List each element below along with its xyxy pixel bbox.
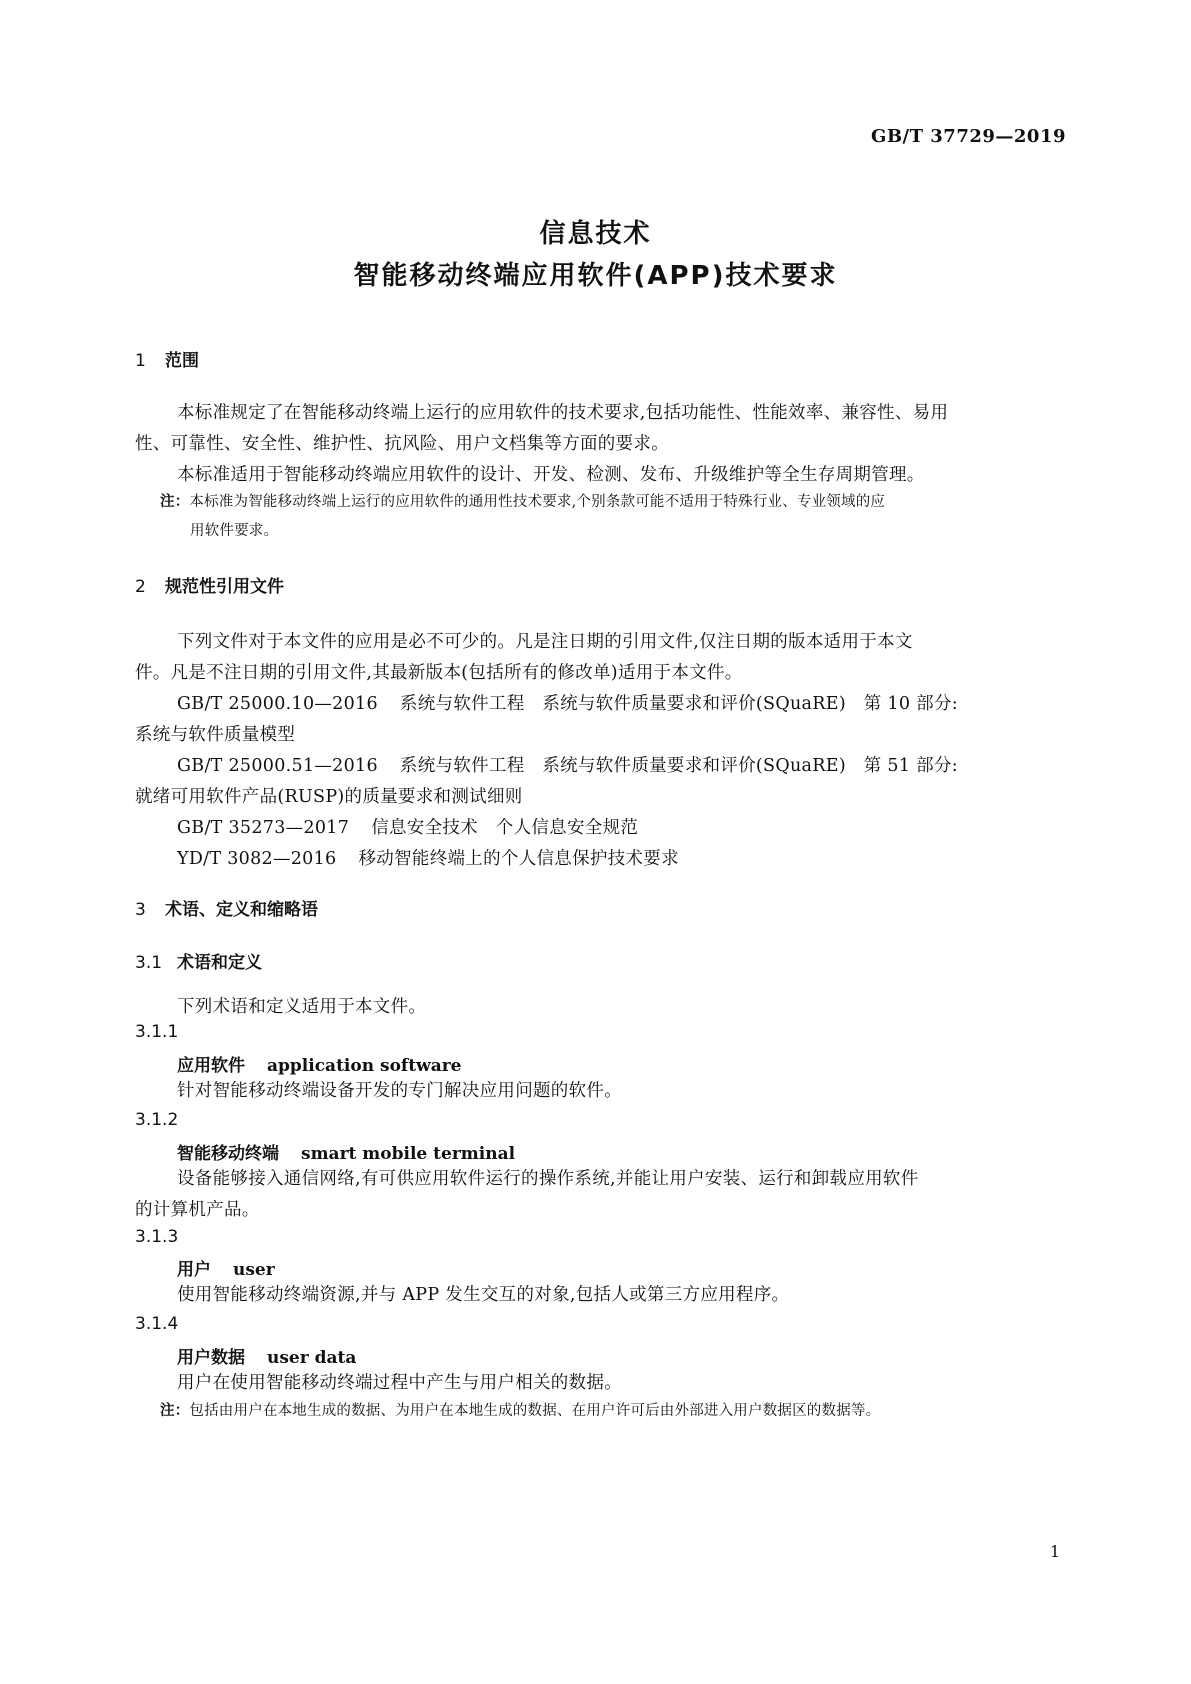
term-definition-continuation: 的计算机产品。 bbox=[135, 1200, 260, 1220]
paragraph: 下列术语和定义适用于本文件。 bbox=[177, 997, 427, 1017]
subsection-3-1-heading bbox=[135, 948, 262, 973]
term-heading bbox=[177, 1139, 515, 1164]
section-3-heading bbox=[135, 895, 318, 920]
note-label: 注： bbox=[160, 1403, 190, 1419]
reference-item bbox=[177, 689, 958, 720]
reference-title: 信息安全技术 个人信息安全规范 bbox=[371, 818, 639, 838]
term-definition: 针对智能移动终端设备开发的专门解决应用问题的软件。 bbox=[177, 1081, 622, 1101]
term-definition: 使用智能移动终端资源,并与 APP 发生交互的对象,包括人或第三方应用程序。 bbox=[177, 1285, 790, 1305]
note-label: 注： bbox=[160, 494, 190, 510]
term-heading bbox=[177, 1343, 356, 1368]
paragraph-continuation: 性、可靠性、安全性、维护性、抗风险、用户文档集等方面的要求。 bbox=[135, 434, 669, 454]
section-2-heading bbox=[135, 572, 284, 597]
reference-title: 移动智能终端上的个人信息保护技术要求 bbox=[358, 849, 679, 869]
term-number: 3.1.1 bbox=[135, 1022, 179, 1042]
page-number: 1 bbox=[1049, 1542, 1060, 1561]
reference-code: GB/T 25000.10—2016 bbox=[177, 694, 378, 714]
term-number: 3.1.3 bbox=[135, 1227, 179, 1247]
paragraph-continuation: 件。凡是不注日期的引用文件,其最新版本(包括所有的修改单)适用于本文件。 bbox=[135, 663, 743, 683]
title-line-2: 智能移动终端应用软件(APP)技术要求 bbox=[353, 261, 838, 291]
reference-item bbox=[177, 813, 638, 844]
section-title: 术语、定义和缩略语 bbox=[165, 900, 318, 920]
section-number: 2 bbox=[135, 577, 146, 597]
term-en: smart mobile terminal bbox=[301, 1144, 516, 1164]
reference-item bbox=[177, 751, 958, 782]
section-title: 范围 bbox=[165, 351, 199, 371]
title-line-1: 信息技术 bbox=[539, 219, 652, 249]
reference-code: GB/T 35273—2017 bbox=[177, 818, 350, 838]
section-1-heading bbox=[135, 346, 199, 371]
paragraph: 下列文件对于本文件的应用是必不可少的。凡是注日期的引用文件,仅注日期的版本适用于本文 bbox=[177, 632, 913, 652]
section-title: 规范性引用文件 bbox=[165, 577, 284, 597]
term-number: 3.1.4 bbox=[135, 1314, 179, 1334]
paragraph: 本标准规定了在智能移动终端上运行的应用软件的技术要求,包括功能性、性能效率、兼容性、易用 bbox=[177, 403, 949, 423]
paragraph: 本标准适用于智能移动终端应用软件的设计、开发、检测、发布、升级维护等全生存周期管理。 bbox=[177, 465, 925, 485]
term-zh: 用户数据 bbox=[177, 1348, 245, 1368]
reference-title: 系统与软件工程 系统与软件质量要求和评价(SQuaRE) 第 10 部分: bbox=[399, 694, 958, 714]
reference-item bbox=[177, 844, 679, 875]
term-definition: 设备能够接入通信网络,有可供应用软件运行的操作系统,并能让用户安装、运行和卸载应用软件 bbox=[177, 1169, 919, 1189]
note bbox=[160, 1397, 880, 1426]
reference-continuation: 就绪可用软件产品(RUSP)的质量要求和测试细则 bbox=[135, 787, 523, 807]
reference-code: GB/T 25000.51—2016 bbox=[177, 756, 378, 776]
reference-title: 系统与软件工程 系统与软件质量要求和评价(SQuaRE) 第 51 部分: bbox=[399, 756, 958, 776]
reference-code: YD/T 3082—2016 bbox=[177, 849, 337, 869]
term-zh: 用户 bbox=[177, 1260, 211, 1280]
term-en: user bbox=[233, 1260, 275, 1280]
note-text: 包括由用户在本地生成的数据、为用户在本地生成的数据、在用户许可后由外部进入用户数据区的数据等。 bbox=[189, 1403, 881, 1419]
reference-continuation: 系统与软件质量模型 bbox=[135, 725, 296, 745]
term-definition: 用户在使用智能移动终端过程中产生与用户相关的数据。 bbox=[177, 1373, 622, 1393]
term-en: application software bbox=[267, 1056, 462, 1076]
standard-code: GB/T 37729—2019 bbox=[870, 126, 1066, 147]
term-zh: 智能移动终端 bbox=[177, 1144, 279, 1164]
term-heading bbox=[177, 1051, 462, 1076]
note-text: 本标准为智能移动终端上运行的应用软件的通用性技术要求,个别条款可能不适用于特殊行业、专业领域的应 bbox=[189, 494, 886, 510]
note bbox=[160, 488, 885, 517]
term-zh: 应用软件 bbox=[177, 1056, 245, 1076]
term-number: 3.1.2 bbox=[135, 1110, 179, 1130]
section-number: 3 bbox=[135, 900, 146, 920]
term-en: user data bbox=[267, 1348, 357, 1368]
subsection-title: 术语和定义 bbox=[177, 953, 262, 973]
section-number: 1 bbox=[135, 351, 146, 371]
subsection-number: 3.1 bbox=[135, 953, 163, 973]
term-heading bbox=[177, 1255, 275, 1280]
note-continuation: 用软件要求。 bbox=[190, 523, 279, 539]
